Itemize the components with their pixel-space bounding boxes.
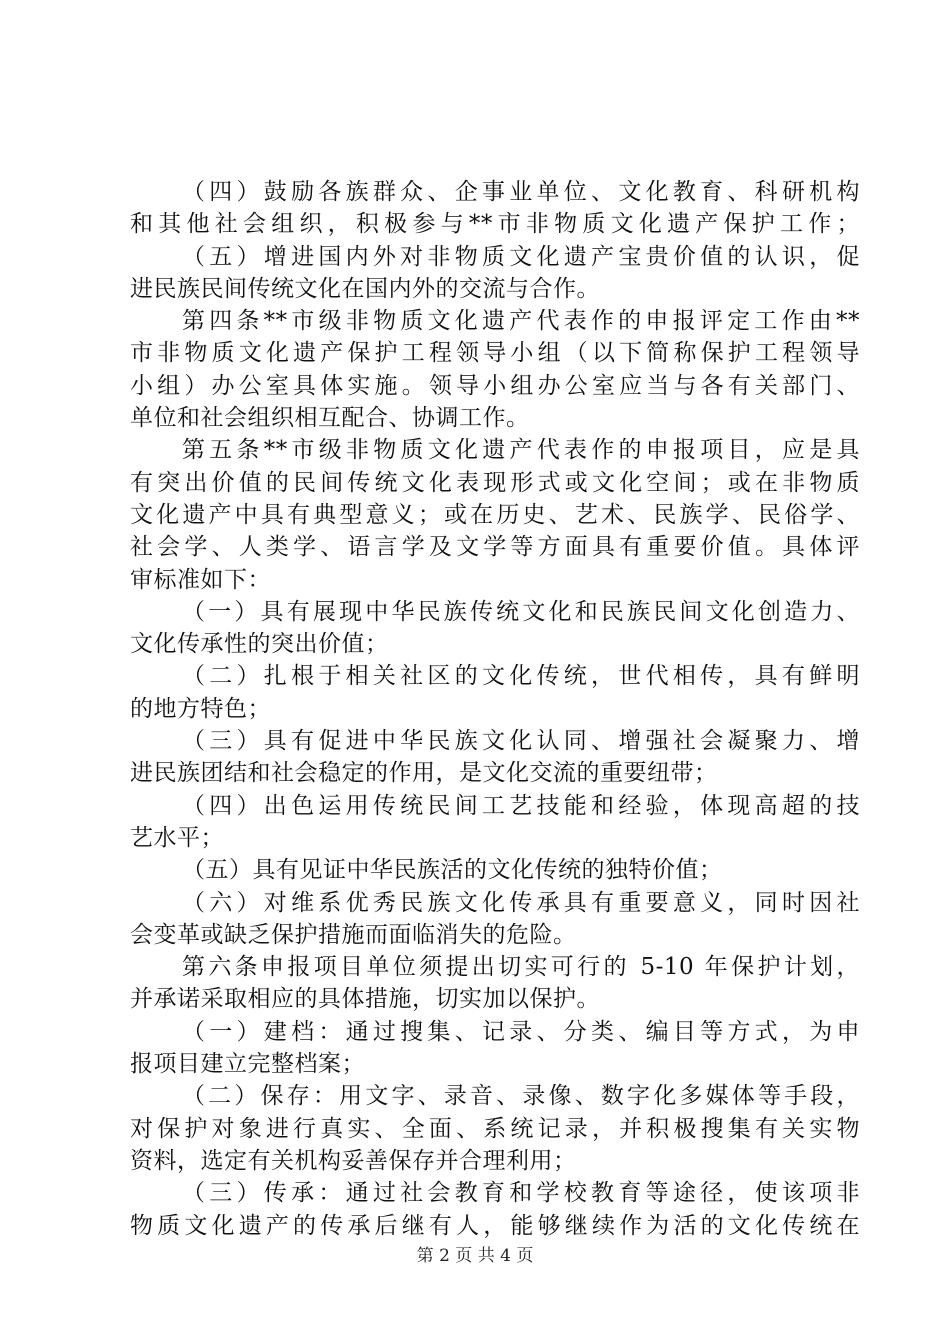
text-line: 报项目建立完整档案； bbox=[130, 1051, 365, 1078]
text-line: 进民族团结和社会稳定的作用，是文化交流的重要纽带； bbox=[130, 760, 718, 787]
text-line: 资料，选定有关机构妥善保存并合理利用； bbox=[130, 1147, 577, 1174]
text-line: （三）具有促进中华民族文化认同、增强社会凝聚力、增 bbox=[182, 728, 860, 755]
text-line: （三）传承：通过社会教育和学校教育等途径，使该项非 bbox=[182, 1180, 860, 1207]
text-line: 市非物质文化遗产保护工程领导小组（以下简称保护工程领导 bbox=[130, 340, 860, 367]
text-line: （五）增进国内外对非物质文化遗产宝贵价值的认识，促 bbox=[182, 243, 860, 270]
text-line: 和其他社会组织，积极参与**市非物质文化遗产保护工作； bbox=[130, 211, 860, 238]
text-line: （一）具有展现中华民族传统文化和民族民间文化创造力、 bbox=[182, 598, 860, 625]
text-line: 有突出价值的民间传统文化表现形式或文化空间；或在非物质 bbox=[130, 469, 860, 496]
text-line: （一）建档：通过搜集、记录、分类、编目等方式，为申 bbox=[182, 1018, 860, 1045]
text-line: 文化传承性的突出价值； bbox=[130, 631, 389, 658]
text-line: 社会学、人类学、语言学及文学等方面具有重要价值。具体评 bbox=[130, 534, 860, 561]
text-line: 进民族民间传统文化在国内外的交流与合作。 bbox=[130, 275, 600, 302]
text-line: （四）鼓励各族群众、企事业单位、文化教育、科研机构 bbox=[182, 179, 860, 205]
text-line: 对保护对象进行真实、全面、系统记录，并积极搜集有关实物 bbox=[130, 1115, 860, 1142]
text-line: 物质文化遗产的传承后继有人，能够继续作为活的文化传统在 bbox=[130, 1212, 860, 1239]
text-line: 第六条申报项目单位须提出切实可行的 5-10 年保护计划， bbox=[182, 954, 860, 981]
text-line: （五）具有见证中华民族活的文化传统的独特价值； bbox=[182, 857, 723, 884]
text-line: 小组）办公室具体实施。领导小组办公室应当与各有关部门、 bbox=[130, 372, 860, 399]
text-line: 的地方特色； bbox=[130, 695, 271, 722]
text-line: （二）扎根于相关社区的文化传统，世代相传，具有鲜明 bbox=[182, 663, 860, 690]
text-line: 艺水平； bbox=[130, 824, 224, 851]
text-line: 单位和社会组织相互配合、协调工作。 bbox=[130, 405, 530, 432]
text-line: 会变革或缺乏保护措施而面临消失的危险。 bbox=[130, 921, 577, 948]
page-footer: 第 2 页 共 4 页 bbox=[416, 1246, 534, 1266]
text-line: （二）保存：用文字、录音、录像、数字化多媒体等手段， bbox=[182, 1083, 860, 1110]
text-line: 文化遗产中具有典型意义；或在历史、艺术、民族学、民俗学、 bbox=[130, 501, 860, 528]
text-line: （六）对维系优秀民族文化传承具有重要意义，同时因社 bbox=[182, 889, 860, 916]
text-line: 审标准如下： bbox=[130, 566, 271, 593]
text-line: 第四条**市级非物质文化遗产代表作的申报评定工作由** bbox=[182, 308, 860, 335]
text-line: 并承诺采取相应的具体措施，切实加以保护。 bbox=[130, 986, 600, 1013]
text-line: （四）出色运用传统民间工艺技能和经验，体现高超的技 bbox=[182, 792, 860, 819]
text-line: 第五条**市级非物质文化遗产代表作的申报项目，应是具 bbox=[182, 437, 860, 464]
document-body bbox=[130, 176, 860, 1242]
